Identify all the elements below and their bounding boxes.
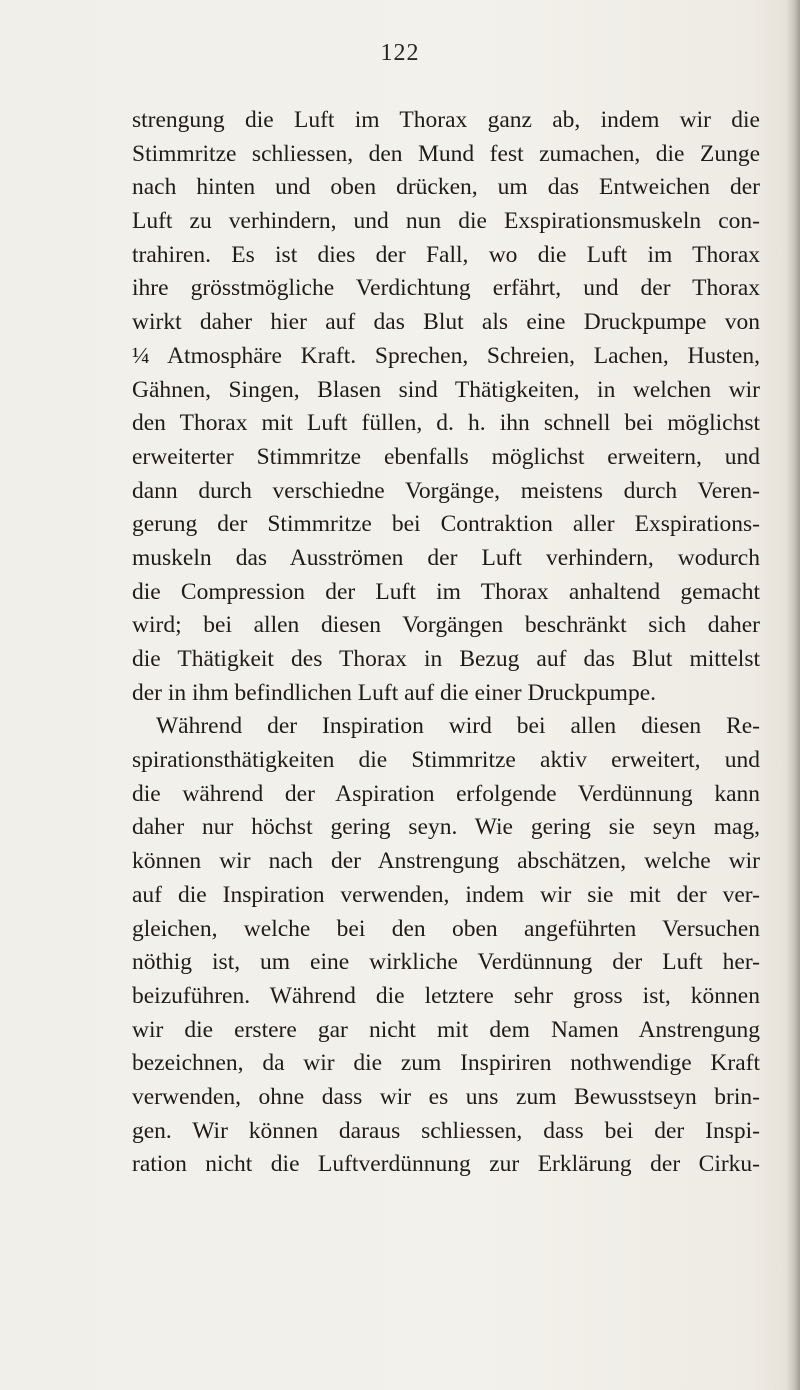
text-line: muskeln das Ausströmen der Luft verhindern, wodurch — [132, 544, 760, 571]
text-line: die während der Aspiration erfolgende Verdünnung kann — [132, 780, 760, 807]
text-line: Luft zu verhindern, und nun die Exspirationsmuskeln con- — [132, 208, 760, 235]
text-line: erweiterter Stimmritze ebenfalls möglichst erweitern, und — [132, 443, 760, 470]
text-line: Gähnen, Singen, Blasen sind Thätigkeiten, in welchen wir — [132, 376, 760, 403]
text-line: die Compression der Luft im Thorax anhaltend gemacht — [132, 578, 760, 605]
text-line: gleichen, welche bei den oben angeführten Versuchen — [132, 915, 760, 942]
text-line: können wir nach der Anstrengung abschätzen, welche wir — [132, 848, 760, 875]
text-line: ¼ Atmosphäre Kraft. Sprechen, Schreien, Lachen, Husten, — [132, 342, 760, 369]
text-line: gen. Wir können daraus schliessen, dass bei der Inspi- — [132, 1117, 760, 1144]
text-line: wirkt daher hier auf das Blut als eine Druckpumpe von — [132, 309, 760, 336]
text-line: nöthig ist, um eine wirkliche Verdünnung der Luft her- — [132, 949, 760, 976]
text-line: Während der Inspiration wird bei allen diesen Re- — [156, 713, 760, 740]
text-line: der in ihm befindlichen Luft auf die einer Druckpumpe. — [132, 679, 656, 706]
page-number: 122 — [380, 40, 420, 66]
text-line: ihre grösstmögliche Verdichtung erfährt, und der Thorax — [132, 275, 760, 302]
text-line: bezeichnen, da wir die zum Inspiriren nothwendige Kraft — [132, 1050, 760, 1077]
text-line: spirationsthätigkeiten die Stimmritze aktiv erweitert, und — [132, 747, 760, 774]
text-line: beizuführen. Während die letztere sehr gross ist, können — [132, 982, 760, 1009]
text-line: verwenden, ohne dass wir es uns zum Bewusstseyn brin- — [132, 1083, 760, 1110]
body-text — [132, 104, 760, 1182]
text-line: dann durch verschiedne Vorgänge, meistens durch Veren- — [132, 477, 760, 504]
text-line: wir die erstere gar nicht mit dem Namen Anstrengung — [132, 1016, 760, 1043]
text-line: auf die Inspiration verwenden, indem wir sie mit der ver- — [132, 881, 760, 908]
text-line: Stimmritze schliessen, den Mund fest zumachen, die Zunge — [132, 140, 760, 167]
text-line: ration nicht die Luftverdünnung zur Erklärung der Cirku- — [132, 1151, 760, 1178]
text-line: trahiren. Es ist dies der Fall, wo die Luft im Thorax — [132, 241, 760, 268]
text-line: nach hinten und oben drücken, um das Entweichen der — [132, 174, 760, 201]
text-line: daher nur höchst gering seyn. Wie gering sie seyn mag, — [132, 814, 760, 841]
text-line: wird; bei allen diesen Vorgängen beschränkt sich daher — [132, 612, 760, 639]
text-line: die Thätigkeit des Thorax in Bezug auf das Blut mittelst — [132, 646, 760, 672]
text-line: den Thorax mit Luft füllen, d. h. ihn schnell bei möglichst — [132, 410, 760, 437]
text-line: gerung der Stimmritze bei Contraktion aller Exspirations- — [132, 511, 760, 538]
page-edge-shadow — [786, 0, 800, 1390]
text-line: strengung die Luft im Thorax ganz ab, indem wir die — [132, 107, 760, 133]
